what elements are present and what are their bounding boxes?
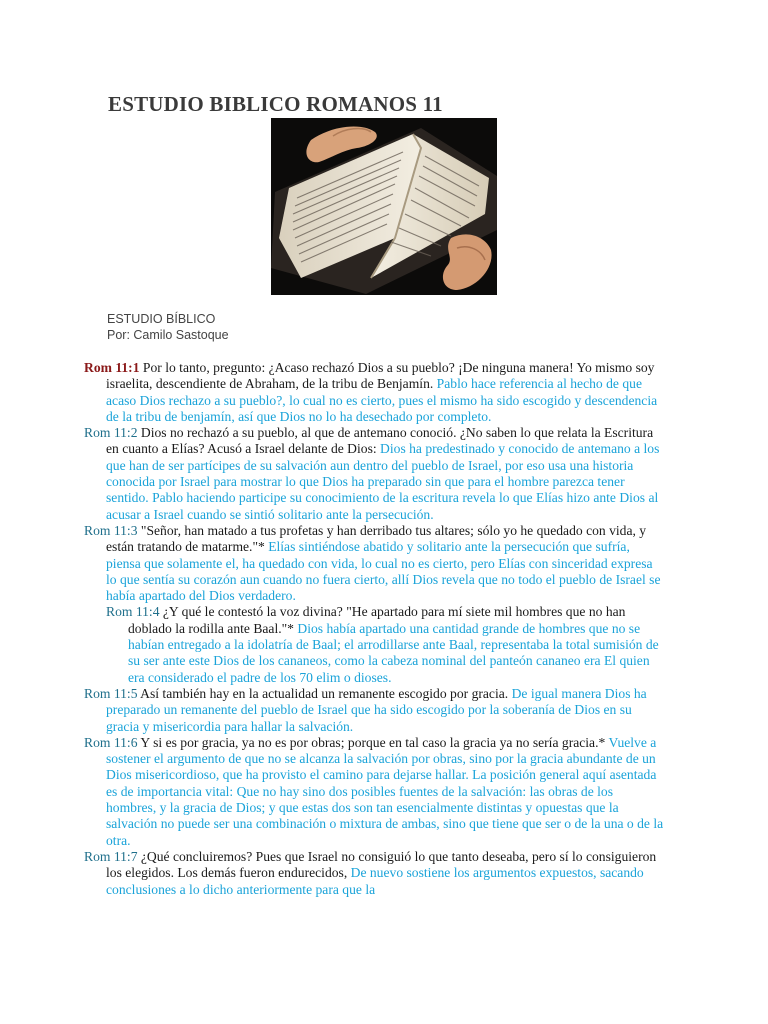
verse-reference: Rom 11:3 bbox=[84, 522, 138, 538]
verse-commentary: Dios ha predestinado y conocido de antemano a los que han de ser partícipes de su salvación aun dentro del pueblo de Israel, por eso usa una historia conocida por Israel para mostrar lo que Dios ha preparado sin que para el hombre parezca tener sentido. Pablo haciendo participe su conocimiento de la escritura revela lo que Elías hizo ante Dios al acusar a Israel cuando se sintió solitario ante la persecución. bbox=[106, 441, 660, 522]
verse-paragraph bbox=[84, 849, 664, 898]
verse-text: "Señor, han matado a tus profetas y han derribado tus altares; sólo yo he quedado con vida, y están tratando de matarme."* bbox=[106, 522, 647, 555]
verse-reference: Rom 11:5 bbox=[84, 685, 138, 701]
verse-text: Así también hay en la actualidad un remanente escogido por gracia. bbox=[137, 685, 512, 701]
author-byline: Por: Camilo Sastoque bbox=[107, 328, 229, 342]
study-label: ESTUDIO BÍBLICO bbox=[107, 312, 216, 326]
verse-commentary: De igual manera Dios ha preparado un remanente del pueblo de Israel que ha sido escogido por la soberanía de Dios en su gracia y misericordia para hallar la salvación. bbox=[106, 685, 647, 734]
verse-paragraph bbox=[84, 604, 664, 685]
page-title: ESTUDIO BIBLICO ROMANOS 11 bbox=[108, 92, 443, 116]
verse-commentary: Pablo hace referencia al hecho de que acaso Dios rechazo a su pueblo?, lo cual no es cierto, pues el mismo ha sido escogido y descendencia de la tribu de benjamín, así que Dios no lo ha desechado por completo. bbox=[106, 376, 658, 424]
verse-text: ¿Y qué le contestó la voz divina? "He apartado para mí siete mil hombres que no han doblado la rodilla ante Baal."* bbox=[128, 604, 626, 636]
open-bible-illustration bbox=[271, 118, 497, 295]
verse-text: Y si es por gracia, ya no es por obras; porque en tal caso la gracia ya no sería gracia.* bbox=[137, 734, 609, 750]
verse-paragraph bbox=[84, 523, 664, 604]
verse-text: Por lo tanto, pregunto: ¿Acaso rechazó Dios a su pueblo? ¡De ninguna manera! Yo mismo soy israelita, descendiente de Abraham, de la tribu de Benjamín. bbox=[106, 360, 655, 392]
verse-text: ¿Qué concluiremos? Pues que Israel no consiguió lo que tanto deseaba, pero sí lo consiguieron los elegidos. Los demás fueron endurecidos, bbox=[106, 848, 657, 881]
verse-commentary: Dios había apartado una cantidad grande de hombres que no se habían entregado a la idolatría de Baal; el arrodillarse ante Baal, representaba la total sumisión de su ser ante este Dios de los cananeos, como la cabeza nominal del panteón cananeo era El quien era considerado el padre de los 70 elim o dioses. bbox=[128, 620, 659, 685]
verse-reference: Rom 11:6 bbox=[84, 734, 138, 750]
article-meta bbox=[107, 311, 229, 343]
verse-reference: Rom 11:1 bbox=[84, 360, 140, 375]
verse-paragraph bbox=[84, 735, 664, 849]
verse-reference: Rom 11:2 bbox=[84, 425, 138, 441]
verse-reference: Rom 11:7 bbox=[84, 848, 138, 864]
study-content bbox=[84, 360, 664, 898]
verse-paragraph bbox=[84, 360, 664, 425]
verse-commentary: Vuelve a sostener el argumento de que no se alcanza la salvación por obras, sino por la gracia abundante de un Dios misericordioso, que ha provisto el camino para dejarse hallar. La posición general aquí asentada es de importancia vital: Que no hay sino dos posibles fuentes de la salvación: las obras de los hombres, y la gracia de Dios; y que estas dos son tan esencialmente distintas y opuestas que la salvación no puede ser una combinación o mixtura de ambas, sino que tiene que ser o de la una o de la otra. bbox=[106, 734, 664, 848]
verse-commentary: Elías sintiéndose abatido y solitario ante la persecución que sufría, piensa que solamente el, ha quedado con vida, lo cual no es cierto, pero Elías con sinceridad expresa lo que sentía su corazón aun cuando no fuera cierto, allí Dios revela que no todo el pueblo de Israel se había apartado del Dios verdadero. bbox=[106, 539, 661, 604]
verse-text: Dios no rechazó a su pueblo, al que de antemano conoció. ¿No saben lo que relata la Escritura en cuanto a Elías? Acusó a Israel delante de Dios: bbox=[106, 425, 654, 457]
open-bible-photo bbox=[271, 118, 497, 295]
verse-commentary: De nuevo sostiene los argumentos expuestos, sacando conclusiones a lo dicho anteriormente para que la bbox=[106, 865, 644, 897]
verse-reference: Rom 11:4 bbox=[106, 604, 160, 620]
verse-paragraph bbox=[84, 686, 664, 735]
verse-paragraph bbox=[84, 425, 664, 523]
